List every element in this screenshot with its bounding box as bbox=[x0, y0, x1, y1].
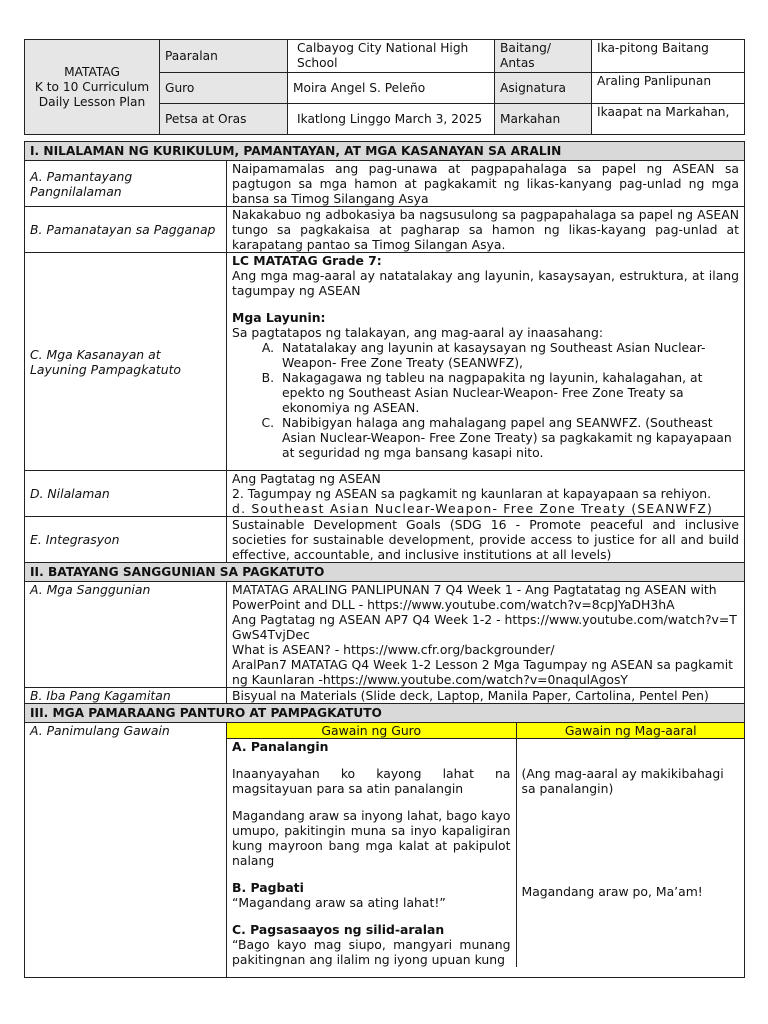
school-label: Paaralan bbox=[160, 40, 288, 73]
integration-text: Sustainable Development Goals (SDG 16 - Promote peaceful and inclusive societies for sustainable development, provide access to justice for all and build effective, accountable, and inclusive institutions at all levels) bbox=[227, 517, 745, 563]
content-line-2: 2. Tagumpay ng ASEAN sa pagkamit ng kaunlaran at kapayapaan sa rehiyon. bbox=[232, 486, 712, 501]
performance-standard-text: Nakakabuo ng adbokasiya ba nagsusulong sa pagpapahalaga sa papel ng ASEAN tungo sa pagkakaisa at pagharap sa hamon ng likas-kayang pag-unlad at karapatang pantao sa Timog Silangan Asya. bbox=[227, 207, 745, 253]
references-label: A. Mga Sanggunian bbox=[25, 582, 227, 688]
learning-competencies-cell bbox=[227, 253, 745, 471]
teacher-activities bbox=[227, 739, 516, 968]
section-2-title: II. BATAYANG SANGGUNIAN SA PAGKATUTO bbox=[25, 563, 745, 582]
reference-line: What is ASEAN? - https://www.cfr.org/backgrounder/ bbox=[232, 642, 555, 657]
subject-value: Araling Panlipunan bbox=[592, 73, 745, 104]
objective-item: A. Natatalakay ang layunin at kasaysayan ng Southeast Asian Nuclear-Weapon- Free Zone Treaty (SEANWFZ), bbox=[278, 340, 739, 370]
content-standard-label: A. Pamantayang Pangnilalaman bbox=[25, 161, 227, 207]
plan-title-line-1: MATATAG bbox=[64, 64, 120, 79]
student-greeting-response: Magandang araw po, Ma’am! bbox=[521, 884, 703, 899]
subject-label: Asignatura bbox=[495, 73, 592, 104]
grade-value: Ika-pitong Baitang bbox=[592, 40, 745, 73]
preliminary-activities-label: A. Panimulang Gawain bbox=[25, 723, 227, 978]
greeting-title: B. Pagbati bbox=[232, 880, 304, 895]
objective-item: B. Nakagagawa ng tableu na nagpapakita ng layunin, kahalagahan, at epekto ng Southeast Asian Nuclear-Weapon- Free Zone Treaty sa ekonomiya ng ASEAN. bbox=[278, 370, 739, 415]
performance-standard-label: B. Pamanatayan sa Pagganap bbox=[25, 207, 227, 253]
activities-cell bbox=[227, 723, 745, 978]
greeting-text: “Magandang araw sa ating lahat!” bbox=[232, 895, 446, 910]
plan-title-cell bbox=[25, 40, 160, 135]
content-label: D. Nilalaman bbox=[25, 471, 227, 517]
grade-label: Baitang/ Antas bbox=[495, 40, 592, 73]
student-activity-header: Gawain ng Mag-aaral bbox=[516, 723, 745, 739]
lc-title: LC MATATAG Grade 7: bbox=[232, 253, 382, 268]
content-line-1: Ang Pagtatag ng ASEAN bbox=[232, 471, 381, 486]
other-materials-text: Bisyual na Materials (Slide deck, Laptop, Manila Paper, Cartolina, Pentel Pen) bbox=[227, 688, 745, 704]
references-cell bbox=[227, 582, 745, 688]
plan-title-line-3: Daily Lesson Plan bbox=[38, 94, 146, 109]
content-line-3: d. Southeast Asian Nuclear-Weapon- Free Zone Treaty (SEANWFZ) bbox=[232, 501, 714, 516]
quarter-value: Ikaapat na Markahan, bbox=[592, 104, 745, 135]
reference-line: AralPan7 MATATAG Q4 Week 1-2 Lesson 2 Mga Tagumpay ng ASEAN sa pagkamit ng Kaunlaran -https://www.youtube.com/watch?v=0naqulAgosY bbox=[232, 657, 734, 687]
section-3-title: III. MGA PAMARAANG PANTURO AT PAMPAGKATUTO bbox=[25, 704, 745, 723]
classroom-arrangement-text: “Bago kayo mag siupo, mangyari munang pakitingnan ang ilalim ng iyong upuan kung bbox=[232, 937, 511, 967]
objectives-intro: Sa pagtatapos ng talakayan, ang mag-aaral ay inaasahang: bbox=[232, 325, 604, 340]
integration-label: E. Integrasyon bbox=[25, 517, 227, 563]
student-activities bbox=[516, 739, 745, 968]
lc-text: Ang mga mag-aaral ay natatalakay ang layunin, kasaysayan, estruktura, at ilang tagumpay ng ASEAN bbox=[232, 268, 740, 298]
teacher-activity-header: Gawain ng Guro bbox=[227, 723, 516, 739]
prayer-text-1: Inaanyayahan ko kayong lahat na magsitayuan para sa atin panalangin bbox=[232, 766, 511, 796]
objective-item: C. Nabibigyan halaga ang mahalagang papel ang SEANWFZ. (Southeast Asian Nuclear-Weapon- Free Zone Treaty) sa pagkakamit ng kapayapaan at seguridad ng mga bansang kasapi nito. bbox=[278, 415, 739, 460]
quarter-label: Markahan bbox=[495, 104, 592, 135]
section-1-title: I. NILALAMAN NG KURIKULUM, PAMANTAYAN, AT MGA KASANAYAN SA ARALIN bbox=[25, 142, 745, 161]
objectives-list bbox=[232, 340, 739, 460]
teacher-label: Guro bbox=[160, 73, 288, 104]
prayer-title: A. Panalangin bbox=[232, 739, 329, 754]
student-prayer-response: (Ang mag-aaral ay makikibahagi sa panalangin) bbox=[521, 766, 724, 796]
other-materials-label: B. Iba Pang Kagamitan bbox=[25, 688, 227, 704]
prayer-text-2: Magandang araw sa inyong lahat, bago kayo umupo, pakitingin muna sa inyo kapaligiran kung mayroon bang mga kalat at pakipulot nalang bbox=[232, 808, 511, 868]
lesson-plan-header bbox=[24, 39, 745, 135]
activities-table bbox=[227, 723, 745, 967]
date-time-label: Petsa at Oras bbox=[160, 104, 288, 135]
teacher-value: Moira Angel S. Peleño bbox=[288, 73, 495, 104]
learning-competencies-label: C. Mga Kasanayan at Layuning Pampagkatuto bbox=[25, 253, 227, 471]
school-value: Calbayog City National High School bbox=[288, 40, 495, 73]
plan-title-line-2: K to 10 Curriculum bbox=[34, 79, 150, 94]
date-time-value: Ikatlong Linggo March 3, 2025 bbox=[288, 104, 495, 135]
reference-line: MATATAG ARALING PANLIPUNAN 7 Q4 Week 1 - Ang Pagtatatag ng ASEAN with PowerPoint and DLL - https://www.youtube.com/watch?v=8cpJYaDH3hA bbox=[232, 582, 717, 612]
content-cell bbox=[227, 471, 745, 517]
objectives-title: Mga Layunin: bbox=[232, 310, 326, 325]
lesson-plan-body bbox=[24, 141, 745, 978]
content-standard-text: Naipamamalas ang pag-unawa at pagpapahalaga sa papel ng ASEAN sa pagtugon sa mga hamon at pagkakamit ng likas-kanyang pag-unlad ng mga bansa sa Timog Silangang Asya bbox=[227, 161, 745, 207]
classroom-arrangement-title: C. Pagsasaayos ng silid-aralan bbox=[232, 922, 445, 937]
reference-line: Ang Pagtatag ng ASEAN AP7 Q4 Week 1-2 - https://www.youtube.com/watch?v=TGwS4TvjDec bbox=[232, 612, 737, 642]
